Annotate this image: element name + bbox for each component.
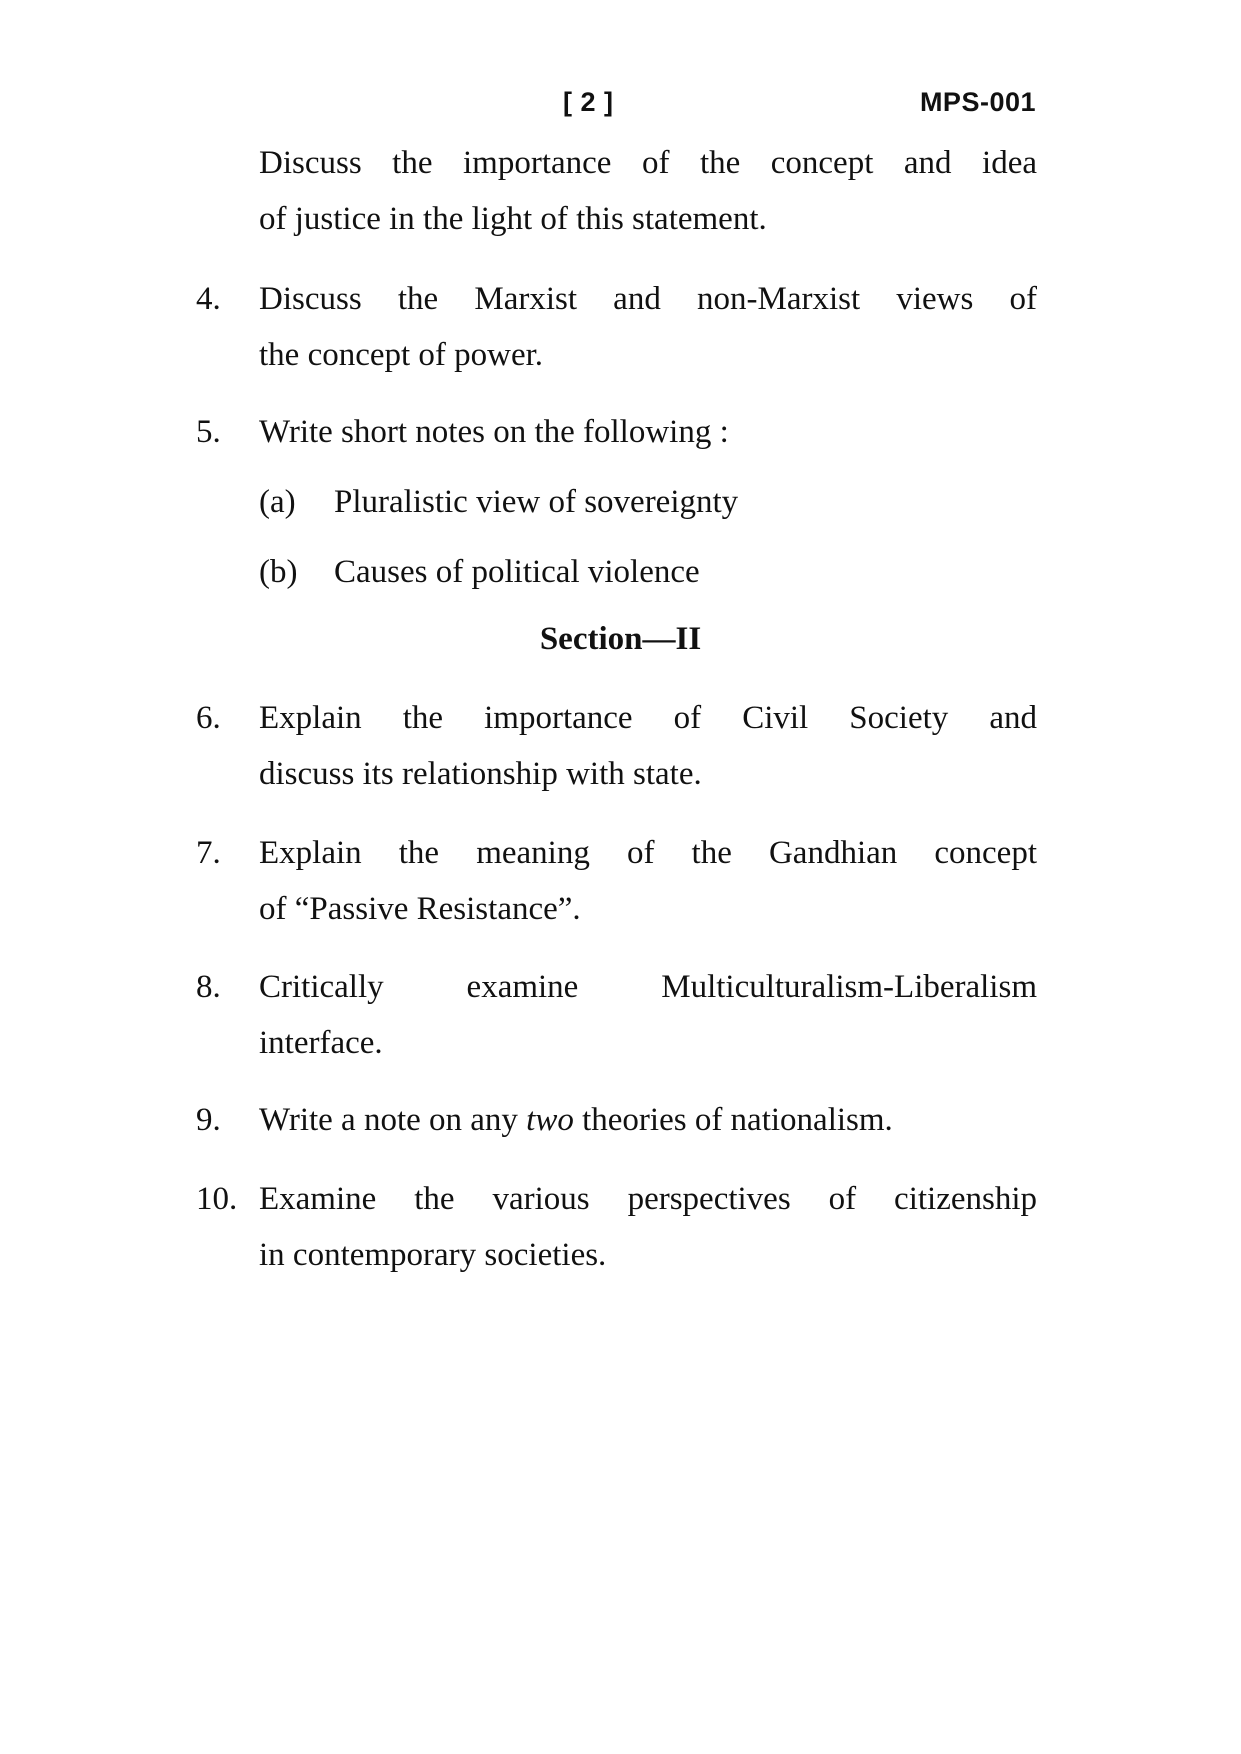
question-text-line: Examine the various perspectives of citizenship xyxy=(259,1181,1037,1217)
question-10 xyxy=(196,1168,1037,1286)
sub-question-text: Pluralistic view of sovereignty xyxy=(334,484,739,520)
question-7 xyxy=(196,822,1037,940)
question-text-line: Critically examine Multiculturalism-Liberalism xyxy=(259,969,1037,1005)
question-text-pre: Write a note on any xyxy=(259,1102,527,1138)
sub-question-text: Causes of political violence xyxy=(334,554,700,590)
question-text-line: interface. xyxy=(259,1025,383,1061)
question-text-line: Explain the importance of Civil Society and xyxy=(259,700,1037,736)
question-5 xyxy=(196,401,1037,463)
question-number: 6. xyxy=(196,700,221,736)
page-number: [ 2 ] xyxy=(563,87,614,117)
question-text-line: discuss its relationship with state. xyxy=(259,756,702,792)
question-6 xyxy=(196,687,1037,805)
question-text-line: the concept of power. xyxy=(259,337,544,373)
section-title: Section—II xyxy=(539,621,702,657)
question-number: 8. xyxy=(196,969,221,1005)
question-number: 4. xyxy=(196,281,221,317)
sub-question-label: (a) xyxy=(259,484,296,520)
question-9 xyxy=(196,1089,1037,1151)
question-text-emphasis: two xyxy=(526,1102,574,1138)
question-4 xyxy=(196,268,1037,386)
continuation-line-1: Discuss the importance of the concept and idea xyxy=(259,145,1037,181)
question-text-line: Explain the meaning of the Gandhian concept xyxy=(259,835,1037,871)
question-text-post: theories of nationalism. xyxy=(573,1102,893,1138)
paper-code: MPS-001 xyxy=(919,87,1036,117)
question-text-line: of “Passive Resistance”. xyxy=(259,891,581,927)
sub-question-b xyxy=(259,541,700,603)
question-number: 10. xyxy=(196,1181,238,1217)
question-text-line: Write short notes on the following : xyxy=(259,414,729,450)
question-number: 5. xyxy=(196,414,221,450)
question-text-line xyxy=(259,1089,1037,1151)
continuation-paragraph xyxy=(259,132,1037,250)
question-number: 7. xyxy=(196,835,221,871)
continuation-line-2: of justice in the light of this statement. xyxy=(259,201,767,237)
question-number: 9. xyxy=(196,1102,221,1138)
sub-question-a xyxy=(259,471,738,533)
question-text-line: Discuss the Marxist and non-Marxist views of xyxy=(259,281,1037,317)
sub-question-label: (b) xyxy=(259,554,298,590)
question-text-line: in contemporary societies. xyxy=(259,1237,607,1273)
question-8 xyxy=(196,956,1037,1074)
